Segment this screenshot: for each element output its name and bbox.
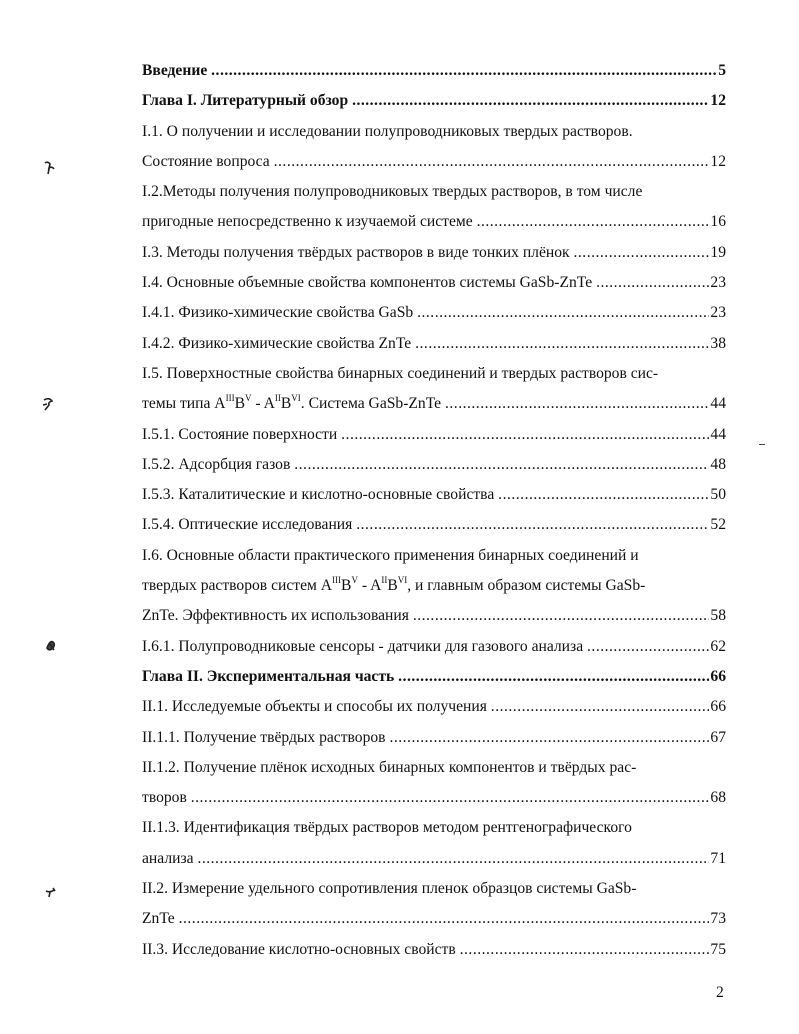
toc-entry-page: 71 — [709, 844, 726, 874]
toc-entry-title: I.5. Поверхностные свойства бинарных соединений и твердых растворов сис- — [142, 364, 659, 382]
toc-entry-1-6-line-3[interactable] — [142, 601, 726, 631]
toc-entry-page: 19 — [709, 238, 726, 268]
text-segment: - A — [357, 577, 382, 595]
superscript: III — [225, 393, 235, 404]
toc-entry-page: 73 — [709, 904, 726, 934]
toc-entry-1-5-line-1[interactable] — [142, 359, 726, 389]
text-segment: B — [341, 577, 352, 595]
toc-entry-1-5-line-2[interactable] — [142, 389, 726, 419]
toc-entry-page: 67 — [709, 723, 726, 753]
toc-entry-title: II.1.3. Идентификация твёрдых растворов методом рентгенографического — [142, 819, 632, 837]
margin-mark-icon — [44, 884, 58, 900]
toc-entry-page: 68 — [709, 783, 726, 813]
toc-entry-title: I.6. Основные области практического применения бинарных соединений и — [142, 546, 639, 564]
table-of-contents — [142, 56, 726, 965]
toc-entry-title: Глава I. Литературный обзор — [142, 92, 349, 110]
toc-entry-title: I.4.2. Физико-химические свойства ZnTe — [142, 334, 412, 352]
toc-entry-title: I.4.1. Физико-химические свойства GaSb — [142, 304, 414, 322]
toc-entry-title — [142, 574, 646, 595]
toc-entry-title: I.5.1. Состояние поверхности — [142, 425, 338, 443]
toc-entry-1-5-2[interactable] — [142, 450, 726, 480]
toc-entry-page: 16 — [709, 207, 726, 237]
toc-entry-1-3[interactable] — [142, 238, 726, 268]
toc-entry-page: 38 — [709, 329, 726, 359]
text-segment: темы типа A — [142, 395, 226, 413]
toc-entry-page: 75 — [709, 935, 726, 965]
toc-entry-title: анализа — [142, 849, 194, 867]
text-segment: . Система GaSb-ZnTe — [300, 395, 442, 413]
toc-entry-introduction[interactable] — [142, 56, 726, 86]
text-segment: B — [234, 395, 245, 413]
toc-entry-title: I.2.Методы получения полупроводниковых твердых растворов, в том числе — [142, 183, 643, 201]
superscript: II — [381, 574, 388, 585]
superscript: VI — [397, 574, 408, 585]
toc-entry-title: I.4. Основные объемные свойства компонентов системы GaSb-ZnTe — [142, 274, 593, 292]
superscript: V — [351, 574, 358, 585]
page-number: 2 — [716, 984, 724, 1001]
toc-entry-page: 12 — [709, 147, 726, 177]
toc-entry-chapter-1[interactable] — [142, 86, 726, 116]
text-segment: B — [280, 395, 292, 413]
toc-entry-page: 48 — [709, 450, 726, 480]
toc-entry-1-4-1[interactable] — [142, 298, 726, 328]
toc-entry-page: 58 — [709, 601, 726, 631]
text-segment: B — [387, 577, 398, 595]
text-segment: , и главным образом системы GaSb- — [407, 577, 646, 595]
toc-entry-2-1-3-line-1[interactable] — [142, 813, 726, 843]
toc-entry-2-1-3-line-2[interactable] — [142, 844, 726, 874]
toc-entry-title: пригодные непосредственно к изучаемой системе — [142, 213, 473, 231]
toc-entry-page: 44 — [709, 389, 726, 419]
toc-entry-1-1-line-2[interactable] — [142, 147, 726, 177]
toc-entry-1-6-line-2[interactable] — [142, 571, 726, 601]
toc-entry-page: 23 — [709, 268, 726, 298]
superscript: III — [332, 574, 342, 585]
toc-entry-title: II.3. Исследование кислотно-основных свойств — [142, 940, 456, 958]
toc-entry-title: I.5.3. Каталитические и кислотно-основные свойства — [142, 486, 495, 504]
margin-mark-icon — [41, 396, 55, 412]
toc-entry-title — [142, 395, 441, 412]
toc-entry-title: I.5.2. Адсорбция газов — [142, 455, 291, 473]
toc-entry-title: I.6.1. Полупроводниковые сенсоры - датчики для газового анализа — [142, 637, 584, 655]
toc-entry-page: 50 — [709, 480, 726, 510]
toc-entry-1-6-line-1[interactable] — [142, 541, 726, 571]
toc-entry-title: Глава II. Экспериментальная часть — [142, 667, 395, 685]
toc-entry-title: II.1. Исследуемые объекты и способы их получения — [142, 698, 487, 716]
toc-entry-1-5-3[interactable] — [142, 480, 726, 510]
toc-entry-2-2-line-2[interactable] — [142, 904, 726, 934]
toc-entry-page: 12 — [709, 86, 726, 116]
toc-entry-title: II.1.2. Получение плёнок исходных бинарных компонентов и твёрдых рас- — [142, 758, 637, 776]
toc-entry-title: I.5.4. Оптические исследования — [142, 516, 353, 534]
text-segment: - A — [251, 395, 275, 413]
toc-entry-1-2-line-1[interactable] — [142, 177, 726, 207]
superscript: V — [244, 393, 252, 404]
toc-entry-1-5-4[interactable] — [142, 510, 726, 540]
margin-mark-icon — [44, 638, 58, 654]
toc-entry-chapter-2[interactable] — [142, 662, 726, 692]
toc-entry-1-2-line-2[interactable] — [142, 207, 726, 237]
toc-entry-1-5-1[interactable] — [142, 420, 726, 450]
toc-entry-2-1-2-line-2[interactable] — [142, 783, 726, 813]
toc-entry-1-4[interactable] — [142, 268, 726, 298]
toc-entry-2-3[interactable] — [142, 935, 726, 965]
toc-entry-1-4-2[interactable] — [142, 329, 726, 359]
toc-entry-title: II.2. Измерение удельного сопротивления пленок образцов системы GaSb- — [142, 880, 637, 898]
toc-entry-1-1-line-1[interactable] — [142, 117, 726, 147]
toc-entry-title: I.3. Методы получения твёрдых растворов в виде тонких плёнок — [142, 243, 570, 261]
toc-entry-2-1-2-line-1[interactable] — [142, 753, 726, 783]
toc-entry-2-1[interactable] — [142, 692, 726, 722]
toc-entry-page: 5 — [717, 56, 726, 86]
superscript: VI — [291, 393, 301, 404]
toc-entry-title: ZnTe — [142, 910, 175, 928]
toc-entry-2-1-1[interactable] — [142, 723, 726, 753]
text-segment: твердых растворов систем A — [142, 577, 333, 595]
scan-artifact — [759, 444, 765, 445]
toc-entry-title: ZnTe. Эффективность их использования — [142, 607, 409, 625]
toc-entry-1-6-1[interactable] — [142, 632, 726, 662]
toc-entry-title: I.1. О получении и исследовании полупроводниковых твердых растворов. — [142, 122, 633, 140]
toc-entry-page: 23 — [709, 298, 726, 328]
toc-entry-page: 62 — [709, 632, 726, 662]
toc-entry-title: творов — [142, 789, 187, 807]
toc-entry-page: 66 — [709, 692, 726, 722]
margin-mark-icon — [43, 160, 57, 176]
superscript: II — [274, 393, 281, 404]
toc-entry-title: Введение — [142, 62, 208, 79]
toc-entry-title: Состояние вопроса — [142, 152, 270, 170]
toc-entry-page: 52 — [709, 510, 726, 540]
toc-entry-2-2-line-1[interactable] — [142, 874, 726, 904]
toc-entry-page: 44 — [709, 420, 726, 450]
toc-entry-title: II.1.1. Получение твёрдых растворов — [142, 728, 386, 746]
toc-entry-page: 66 — [709, 662, 726, 692]
